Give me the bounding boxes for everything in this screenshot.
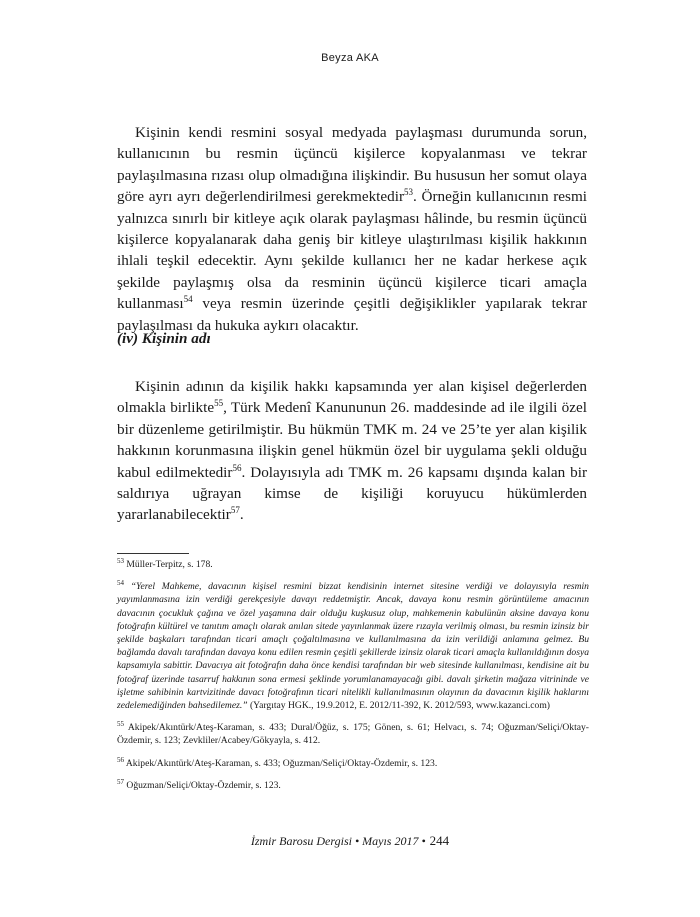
footnote-citation: (Yargıtay HGK., 19.9.2012, E. 2012/11-392, K. 2012/593, www.kazanci.com) [247,700,550,712]
footnote-ref-56[interactable]: 56 [232,462,242,473]
footnote-number: 54 [117,579,124,588]
section-heading [117,330,587,348]
footnote-divider [117,553,189,554]
footnote-57 [117,779,589,792]
footnote-56 [117,757,589,770]
section-number: (iv) [117,330,139,347]
footnote-number: 57 [117,777,124,786]
paragraph-1-text-c: veya resmin üzerinde çeşitli değişiklikler yapılarak tekrar paylaşılması da hukuka aykırı olacaktır. [117,295,587,334]
footnote-55 [117,721,589,747]
paragraph-1-text-a: Kişinin kendi resmini sosyal medyada paylaşması durumunda sorun, kullanıcının bu resmin üçüncü kişilerce kopyalanması ve tekrar paylaşılmasına rızası olup olmadığına ilişkindir. Bu hususun her somut olaya göre ayrı ayrı değerlendirilmesi gerekmektedir [117,124,587,206]
footnote-quote: “Yerel Mahkeme, davacının kişisel resmini bizzat kendisinin internet sitesine verdiği ve dolayısıyla resmin yayımlanmasına izin verdiği gerekçesiyle davayı reddetmiştir. Ancak, davaya konu resmin görüntüleme amacının davacının çocukluk çağına ve özel yaşamına dair olduğu kuşkusuz olup, mahkemenin kabulünün aksine davaya konu fotoğrafın kültürel ve tanıtım amaçlı olarak anılan sitede yayınlanmak üzere rızayla verilmiş olması, bu resmin izinsiz bir şekilde başkaları tarafından ticari amaçlı çoğaltılmasına ve kullanılmasına da izin verildiği anlamına gelmez. Bu bağlamda davalı tarafından davaya konu edilen resmin çeşitli şekillerde izinsiz olarak ticari amaçla kullanıldığının dosya kapsamıyla sabittir. Davacıya ait fotoğrafın daha önce kendisi tarafından bir web sitesinde kullanılması, kendisine ait bu fotoğraf üzerinde tasarruf hakkının sona ermesi şeklinde yorumlanamayacağı gibi. davalı şirketin mağaza vitrininde ve işletme sahibinin kartvizitinde davacı fotoğrafının ticari nitelikli kullanılmasının olayının da davacının kişilik haklarını zedelemediğinden bahsedilemez.” [117,581,589,712]
footnote-text: Müller-Terpitz, s. 178. [126,559,213,570]
running-header [0,52,700,64]
footnote-53 [117,558,589,571]
footnote-ref-53[interactable]: 53 [404,187,414,198]
footnote-text: Akipek/Akıntürk/Ateş-Karaman, s. 433; Oğuzman/Seliçi/Oktay-Özdemir, s. 123. [125,757,438,769]
footnote-number: 53 [117,556,124,565]
journal-info: İzmir Barosu Dergisi • Mayıs 2017 • [250,834,426,848]
running-footer [0,833,700,849]
footnote-ref-54[interactable]: 54 [183,294,193,305]
page-number: 244 [429,833,450,848]
paragraph-2-text-a: Kişinin adının da kişilik hakkı kapsamında yer alan kişisel değerlerden olmakla birlikte [117,378,587,417]
footnote-text: Akipek/Akıntürk/Ateş-Karaman, s. 433; Dural/Öğüz, s. 175; Gönen, s. 61; Helvacı, s. 74; Oğuzman/Seliçi/Oktay-Özdemir, s. 123; Zevkliler/Acabey/Gökyayla, s. 412. [117,722,589,747]
paragraph-2 [117,376,587,526]
footnote-number: 56 [117,755,124,764]
paragraph-2-text-d: . [239,506,244,524]
paragraph-1 [117,122,587,336]
footnotes [117,558,589,801]
footnote-54 [117,580,589,712]
footnote-ref-57[interactable]: 57 [230,505,240,516]
footnote-text: Oğuzman/Seliçi/Oktay-Özdemir, s. 123. [126,779,281,791]
footnote-number: 55 [117,720,124,729]
footnote-ref-55[interactable]: 55 [214,398,224,409]
paragraph-2-text-c: . Dolayısıyla adı TMK m. 26 kapsamı dışında kalan bir saldırıya uğrayan kimse de kişiliği koruyucu hükümlerden yararlanabilecektir [117,463,588,524]
paragraph-1-text-b: . Örneğin kullanıcının resmi yalnızca sınırlı bir kitleye açık olarak paylaşması hâlinde, bu resmin üçüncü kişilerce kopyalanarak daha geniş bir kitleye ulaştırılması kişilik hakkının ihlali teşkil edecektir. Aynı şekilde kullanıcı her ne kadar herkese açık şekilde paylaşmış olsa da resminin üçüncü kişilerce ticari amaçla kullanması [117,188,587,313]
author-name: Beyza AKA [321,52,379,64]
paragraph-2-text-b: , Türk Medenî Kanununun 26. maddesinde ad ile ilgili özel bir düzenleme getirilmiştir. Bu hükmün TMK m. 24 ve 25’te yer alan kişilik hakkının korunmasına ilişkin genel hükmün özel bir uygulama şekli olduğu kabul edilmektedir [117,399,587,481]
section-title: Kişinin adı [141,330,211,347]
